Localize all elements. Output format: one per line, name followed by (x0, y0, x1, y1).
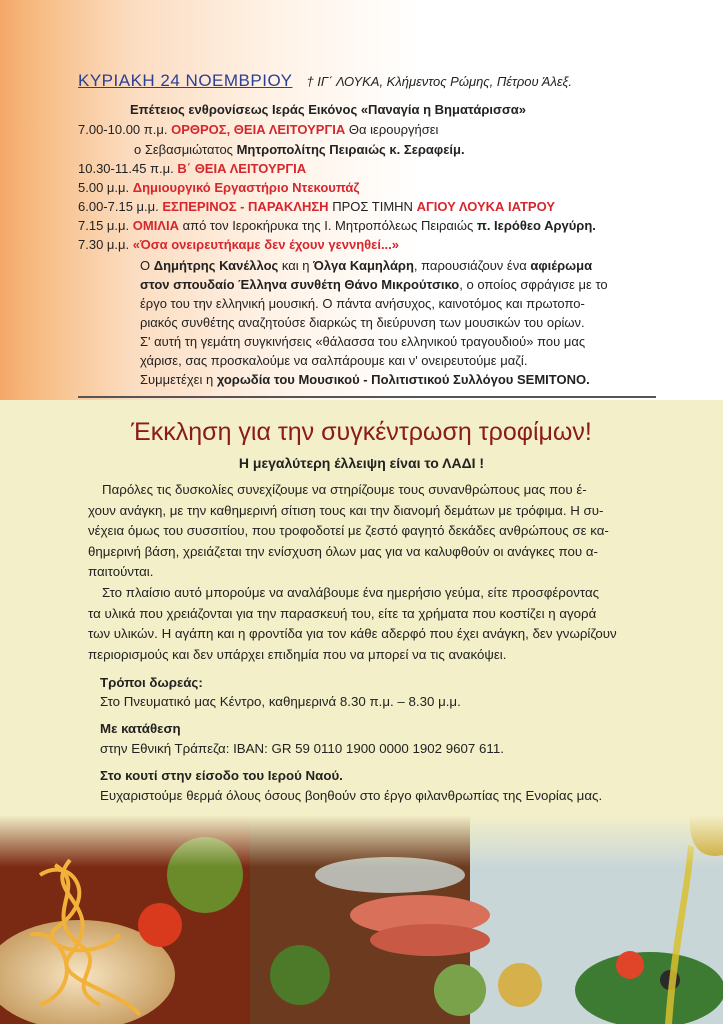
composer-name: στον σπουδαίο Έλληνα συνθέτη Θάνο Μικρούτσικο (140, 277, 460, 292)
item-title: ΕΣΠΕΡΙΝΟΣ - ΠΑΡΑΚΛΗΣΗ (162, 199, 329, 214)
text: και η (281, 258, 310, 273)
paragraph-line: περιορισμούς και δεν υπάρχει επιδημία που να μπορεί να τις ανακόψει. (88, 646, 507, 662)
item-title: Δημιουργικό Εργαστήριο Ντεκουπάζ (132, 180, 360, 195)
food-collage-image (0, 815, 723, 1024)
item-title: «Όσα ονειρευτήκαμε δεν έχουν γεννηθεί...» (132, 237, 400, 252)
item-desc: από τον Ιεροκήρυκα της Ι. Μητροπόλεως Πειραιώς (182, 218, 474, 233)
paragraph-line: των υλικών. Η αγάπη και η φροντίδα για τον κάθε αδερφό που έχει ανάγκη, δεν γνωρίζουν (88, 626, 617, 641)
appeal-paragraph-1 (88, 480, 654, 583)
item-title: ΟΡΘΡΟΣ, ΘΕΙΑ ΛΕΙΤΟΥΡΓΙΑ (171, 122, 346, 137)
donation-box-heading: Στο κουτί στην είσοδο του Ιερού Ναού. (100, 768, 343, 783)
donation-text: Στο Πνευματικό μας Κέντρο, καθημερινά 8.30 π.μ. – 8.30 μ.μ. (100, 694, 461, 709)
paragraph-line: θημερινή βάση, χρειάζεται την ενίσχυση όλων μας για να καλυφθούν οι ανάγκες που α- (88, 543, 598, 559)
tribute-line: χάρισε, σας προσκαλούμε να σαλπάρουμε και ν' ονειρευτούμε μαζί. (140, 353, 528, 368)
item-time: 6.00-7.15 μ.μ. (78, 199, 159, 214)
iban-text: στην Εθνική Τράπεζα: IBAN: GR 59 0110 1900 0000 1902 9607 611. (100, 741, 504, 756)
schedule-item-homily (78, 217, 596, 235)
text: Συμμετέχει η (140, 372, 214, 387)
tribute-line: έργο του την ελληνική μουσική. Ο πάντα ανήσυχος, καινοτόμος και πρωτοπο- (140, 296, 585, 311)
schedule-item-orthros (78, 121, 438, 139)
paragraph-line: τα υλικά που χρειάζονται για την παρασκευή του, είτε τα χρήματα που κοστίζει η αγορά (88, 605, 597, 621)
item-desc: ΠΡΟΣ ΤΙΜΗΝ (332, 199, 413, 214)
item-time: 7.15 μ.μ. (78, 218, 130, 233)
section-divider (78, 396, 656, 398)
paragraph-line: χουν ανάγκη, με την καθημερινή σίτιση τους και την διανομή δεμάτων με τρόφιμα. Η συ- (88, 502, 604, 518)
schedule-item-workshop (78, 179, 359, 197)
paragraph-line: νέχεια όμως του συσσιτίου, που τροφοδοτεί με ζεστό φαγητό δεκάδες ανθρώπους σε κα- (88, 523, 609, 538)
item-time: 7.30 μ.μ. (78, 237, 130, 252)
tribute-line (140, 275, 640, 294)
tribute-line (140, 256, 640, 275)
celebrant-name: Μητροπολίτης Πειραιώς κ. Σεραφείμ. (236, 142, 465, 157)
choir-name: χορωδία του Μουσικού - Πολιτιστικού Συλλόγου SEMITONO. (216, 372, 590, 387)
paragraph-line: παιτούνται. (88, 564, 154, 579)
anniversary-line: Επέτειος ενθρονίσεως Ιεράς Εικόνος «Παναγία η Βηματάρισσα» (130, 102, 527, 117)
performer-name: Δημήτρης Κανέλλος (153, 258, 279, 273)
item-time: 7.00-10.00 π.μ. (78, 122, 168, 137)
item-title: Β΄ ΘΕΙΑ ΛΕΙΤΟΥΡΓΙΑ (177, 161, 307, 176)
tribute-line: Σ' αυτή τη γεμάτη συγκινήσεις «θάλασσα του ελληνικού τραγουδιού» που μας (140, 334, 586, 349)
item-desc: Θα ιερουργήσει (348, 122, 439, 137)
schedule-item-vespers (78, 198, 555, 216)
item-speaker: π. Ιερόθεο Αργύρη. (476, 218, 596, 233)
schedule-item-tribute (78, 236, 399, 254)
paragraph-line: Παρόλες τις δυσκολίες συνεχίζουμε να στηρίζουμε τους συνανθρώπους μας που έ- (102, 482, 587, 497)
appeal-title: Έκκληση για την συγκέντρωση τροφίμων! (131, 418, 592, 446)
text: αφιέρωμα (530, 258, 593, 273)
text: , ο οποίος σφράγισε με το (459, 277, 608, 292)
schedule-date: ΚΥΡΙΑΚΗ 24 ΝΟΕΜΒΡΙΟΥ (78, 71, 293, 90)
text: Ο (140, 258, 151, 273)
item-saint: ΑΓΙΟΥ ΛΟΥΚΑ ΙΑΤΡΟΥ (416, 199, 556, 214)
performer-name: Όλγα Καμηλάρη (313, 258, 414, 273)
appeal-subtitle: Η μεγαλύτερη έλλειψη είναι το ΛΑΔΙ ! (238, 455, 485, 471)
thanks-text: Ευχαριστούμε θερμά όλους όσους βοηθούν στο έργο φιλανθρωπίας της Ενορίας μας. (100, 788, 603, 803)
item-time: 5.00 μ.μ. (78, 180, 130, 195)
item-time: 10.30-11.45 π.μ. (78, 161, 174, 176)
tribute-line (140, 370, 640, 389)
donation-heading: Τρόποι δωρεάς: (100, 675, 203, 690)
paragraph-line: Στο πλαίσιο αυτό μπορούμε να αναλάβουμε ένα ημερήσιο γεύμα, είτε προσφέροντας (102, 585, 600, 600)
schedule-item-orthros-celebrant (134, 141, 465, 159)
deposit-heading: Με κατάθεση (100, 721, 181, 736)
celebrant-prefix: ο Σεβασμιώτατος (134, 142, 233, 157)
tribute-line: ριακός συνθέτης αναζητούσε διαρκώς τη διεύρυνση των μουσικών του ορίων. (140, 315, 585, 330)
appeal-paragraph-2 (88, 583, 654, 665)
image-fade (0, 815, 723, 1024)
saints-of-day: † ΙΓ΄ ΛΟΥΚΑ, Κλήμεντος Ρώμης, Πέτρου Άλεξ. (306, 74, 572, 89)
text: , παρουσιάζουν ένα (413, 258, 527, 273)
item-title: ΟΜΙΛΙΑ (132, 218, 179, 233)
food-collage-illustration (0, 815, 723, 1024)
schedule-header (78, 72, 572, 91)
schedule-item-liturgy (78, 160, 306, 178)
tribute-description (140, 256, 640, 389)
